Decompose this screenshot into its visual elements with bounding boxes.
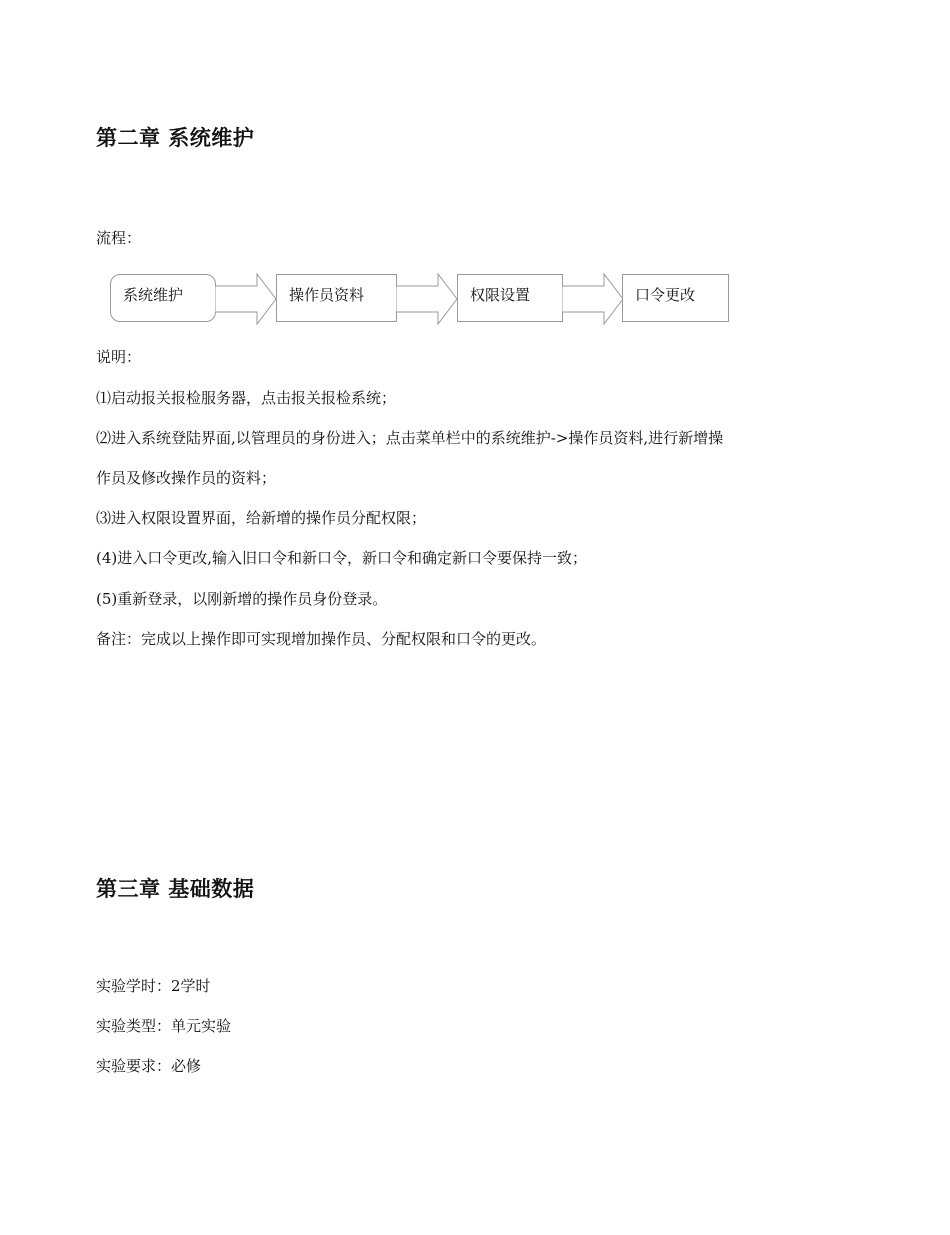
flow-arrow-3 [562, 272, 624, 326]
chapter-3-title: 第三章 基础数据 [96, 877, 255, 901]
note: 备注：完成以上操作即可实现增加操作员、分配权限和口令的更改。 [96, 630, 547, 648]
step-item-3: ⑶进入权限设置界面，给新增的操作员分配权限； [96, 509, 427, 527]
flow-step-operator-info: 操作员资料 [276, 274, 397, 322]
flowchart [108, 272, 738, 328]
flow-step-permission-settings: 权限设置 [457, 274, 563, 322]
experiment-type: 实验类型：单元实验 [96, 1017, 232, 1035]
flow-arrow-2 [396, 272, 458, 326]
flow-step-password-change: 口令更改 [622, 274, 729, 322]
step-item-2: ⑵进入系统登陆界面,以管理员的身份进入；点击菜单栏中的系统维护->操作员资料,进行新增操 [96, 429, 724, 447]
step-item-1: ⑴启动报关报检服务器，点击报关报检系统； [96, 389, 397, 407]
step-item-2-continued: 作员及修改操作员的资料； [96, 469, 277, 487]
chapter-2-title: 第二章 系统维护 [96, 126, 255, 150]
flow-step-system-maintenance: 系统维护 [110, 274, 216, 322]
step-item-5: (5)重新登录，以刚新增的操作员身份登录。 [96, 590, 388, 608]
flow-arrow-1 [215, 272, 277, 326]
step-item-4: (4)进入口令更改,输入旧口令和新口令，新口令和确定新口令要保持一致； [96, 549, 588, 567]
experiment-requirement: 实验要求：必修 [96, 1057, 202, 1075]
experiment-hours: 实验学时：2学时 [96, 977, 211, 995]
flow-label: 流程： [96, 229, 142, 247]
description-label: 说明： [96, 348, 142, 366]
